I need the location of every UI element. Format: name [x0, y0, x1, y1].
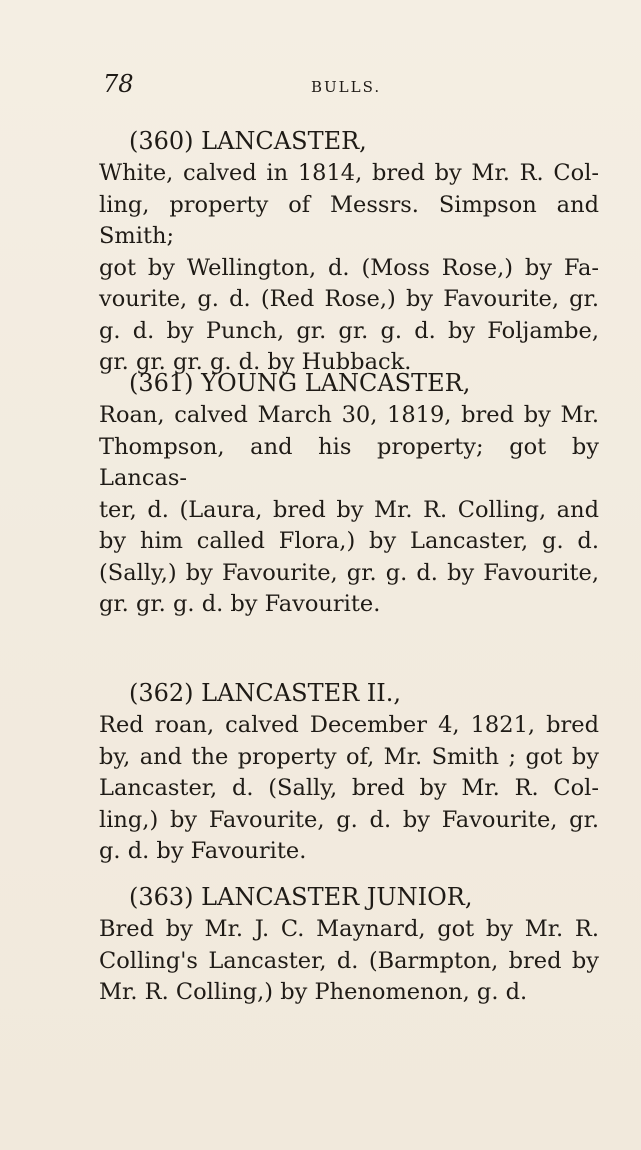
entry-text — [99, 914, 599, 1009]
text-line: Roan, calved March 30, 1819, bred by Mr. — [99, 402, 599, 428]
text-line: by, and the property of, Mr. Smith ; got by — [99, 743, 599, 770]
entry-361 — [99, 366, 599, 621]
text-line: Colling's Lancaster, d. (Barmpton, bred by — [99, 947, 599, 974]
text-line: got by Wellington, d. (Moss Rose,) by Fa- — [99, 254, 599, 281]
text-line: vourite, g. d. (Red Rose,) by Favourite, gr. — [99, 286, 599, 312]
entry-title: (363) LANCASTER JUNIOR, — [129, 883, 473, 911]
text-line: gr. gr. g. d. by Favourite. — [99, 591, 381, 617]
entry-text — [99, 710, 599, 868]
entry-text — [99, 400, 599, 621]
text-line: gr. gr. gr. g. d. by Hubback. — [99, 349, 412, 375]
text-line: Mr. R. Colling,) by Phenomenon, g. d. — [99, 979, 528, 1005]
text-line: ter, d. (Laura, bred by Mr. R. Colling, and — [99, 496, 599, 523]
text-line: g. d. by Favourite. — [99, 838, 307, 864]
entry-title: (361) YOUNG LANCASTER, — [129, 369, 471, 397]
page-header — [103, 70, 543, 102]
entry-title: (362) LANCASTER II., — [129, 679, 402, 707]
text-line: (Sally,) by Favourite, gr. g. d. by Favourite, — [99, 559, 599, 586]
text-line: Red roan, calved December 4, 1821, bred — [99, 712, 599, 738]
text-line: Lancaster, d. (Sally, bred by Mr. R. Col- — [99, 775, 599, 801]
text-line: ling, property of Messrs. Simpson and Smith; — [99, 191, 599, 249]
running-head: BULLS. — [311, 78, 382, 96]
entry-title: (360) LANCASTER, — [129, 127, 367, 155]
entry-text — [99, 158, 599, 379]
text-line: g. d. by Punch, gr. gr. g. d. by Foljambe, — [99, 317, 599, 344]
text-line: White, calved in 1814, bred by Mr. R. Col- — [99, 160, 599, 186]
entry-362 — [99, 676, 599, 868]
text-line: ling,) by Favourite, g. d. by Favourite, gr. — [99, 806, 599, 833]
entry-360 — [99, 124, 599, 379]
text-line: by him called Flora,) by Lancaster, g. d. — [99, 528, 599, 554]
entry-363 — [99, 880, 599, 1009]
text-line: Thompson, and his property; got by Lancas- — [99, 433, 599, 491]
page-number: 78 — [103, 70, 134, 98]
text-line: Bred by Mr. J. C. Maynard, got by Mr. R. — [99, 916, 599, 942]
